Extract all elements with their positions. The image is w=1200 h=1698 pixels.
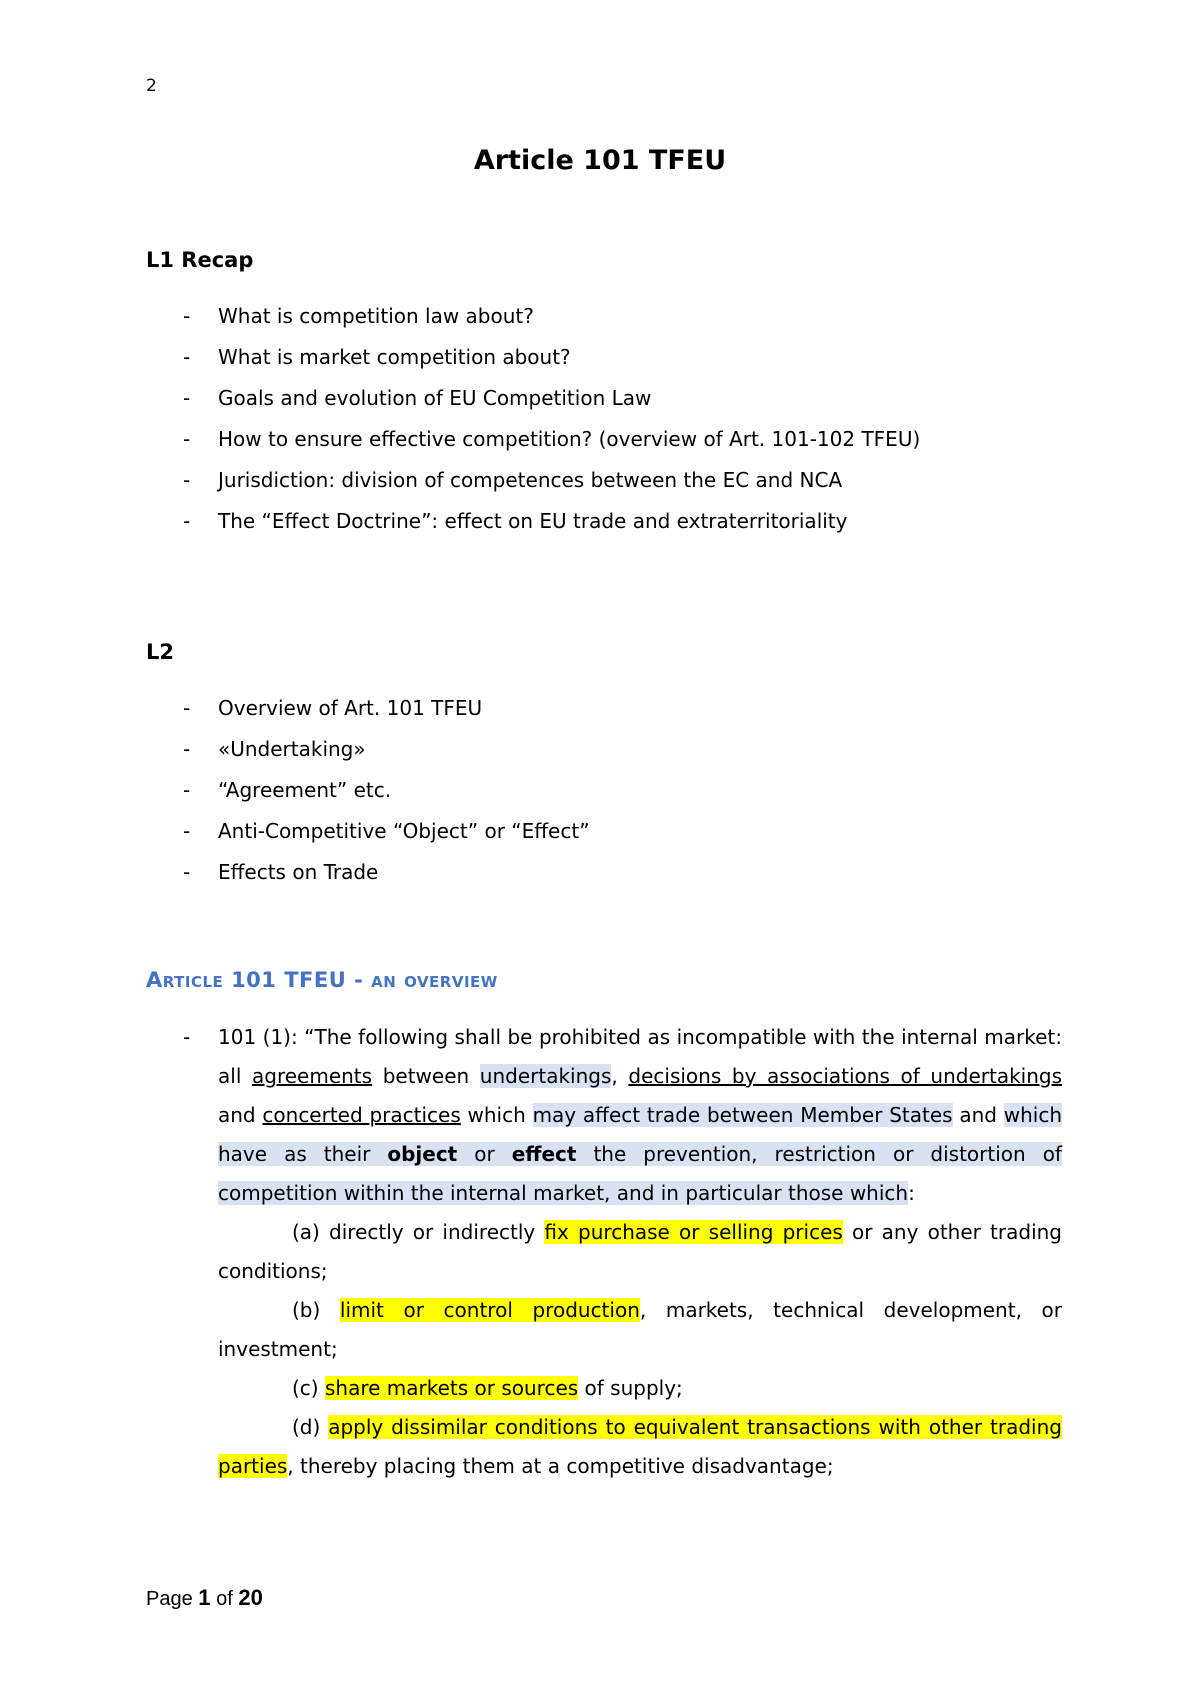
- term-agreements: agreements: [252, 1064, 373, 1088]
- list-item: - «Undertaking»: [183, 737, 366, 761]
- list-item: - Jurisdiction: division of competences between the EC and NCA: [183, 468, 843, 492]
- list-dash: -: [183, 1025, 191, 1049]
- list-item: - How to ensure effective competition? (overview of Art. 101-102 TFEU): [183, 427, 921, 451]
- l2-list: [146, 688, 590, 893]
- list-item: - “Agreement” etc.: [183, 778, 392, 802]
- term-decisions: decisions by associations of undertakings: [628, 1064, 1063, 1088]
- provision-text: 101 (1): “The following shall be prohibited as incompatible with the internal market: all agreements between undertakings, decisions by associations of undertakings and concerted practices which may affect trade between Member States and which have as their object or effect the prevention, restriction or distortion of competition within the internal market, and in particular those which:: [218, 1025, 1063, 1205]
- list-item: - Effects on Trade: [183, 860, 379, 884]
- l1-list: [146, 296, 920, 542]
- provision-items: [218, 1213, 1062, 1486]
- list-item: - What is market competition about?: [183, 345, 571, 369]
- total-pages: 20: [238, 1585, 263, 1610]
- article-101-provision: [146, 1018, 1062, 1486]
- object-effect-clause: which have as their object or effect the prevention, restriction or distortion of competition within the internal market, and in particular those which: [218, 1103, 1063, 1205]
- term-effect: effect: [511, 1142, 577, 1166]
- term-may-affect-trade: may affect trade between Member States: [532, 1103, 953, 1127]
- provision-item-c: (c) share markets or sources of supply;: [292, 1376, 683, 1400]
- provision-item-b: (b) limit or control production, markets, technical development, or investment;: [218, 1298, 1062, 1361]
- list-item: - Anti-Competitive “Object” or “Effect”: [183, 819, 590, 843]
- list-item: - The “Effect Doctrine”: effect on EU trade and extraterritoriality: [183, 509, 848, 533]
- provision-item-d: (d) apply dissimilar conditions to equivalent transactions with other trading parties, thereby placing them at a competitive disadvantage;: [218, 1415, 1062, 1478]
- document-title: Article 101 TFEU: [473, 145, 727, 176]
- header-page-number: 2: [146, 76, 157, 96]
- section-heading: Article 101 TFEU - an overview: [146, 968, 498, 992]
- current-page-number: 1: [198, 1585, 211, 1610]
- term-object: object: [387, 1142, 458, 1166]
- list-item: - Goals and evolution of EU Competition Law: [183, 386, 652, 410]
- l1-heading: L1 Recap: [146, 248, 254, 272]
- l2-heading: L2: [146, 640, 174, 664]
- page-footer: Page 1 of 20: [146, 1585, 263, 1610]
- provision-item-a: (a) directly or indirectly fix purchase or selling prices or any other trading conditions;: [218, 1220, 1062, 1283]
- term-concerted-practices: concerted practices: [262, 1103, 461, 1127]
- list-item: - Overview of Art. 101 TFEU: [183, 696, 483, 720]
- term-undertakings: undertakings: [479, 1064, 612, 1088]
- list-item: - What is competition law about?: [183, 304, 534, 328]
